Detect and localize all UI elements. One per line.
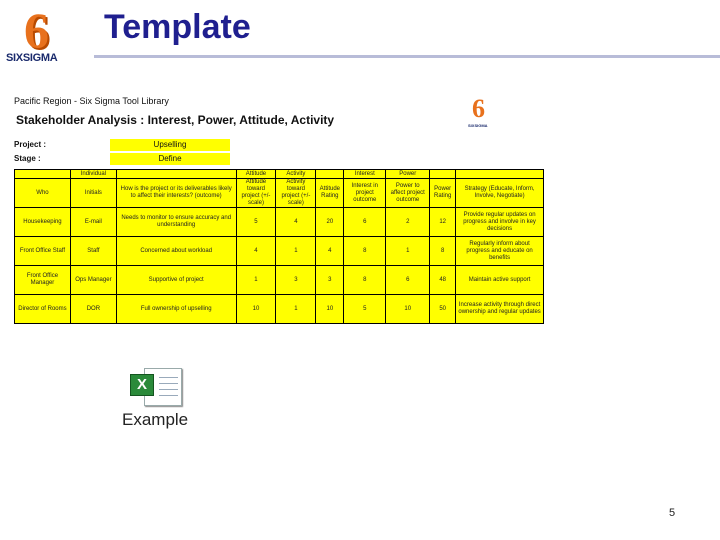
column-header: Power to affect project outcome	[386, 179, 430, 208]
excel-attachment-icon[interactable]	[128, 366, 184, 406]
table-cell: 8	[430, 237, 456, 266]
table-row	[15, 295, 544, 324]
table-cell: 10	[386, 295, 430, 324]
group-header-interest: Interest	[344, 170, 386, 179]
table-cell: 20	[316, 208, 344, 237]
group-header-activity: Activity	[276, 170, 316, 179]
table-row	[15, 266, 544, 295]
library-title: Pacific Region - Six Sigma Tool Library	[14, 96, 169, 106]
column-header: Who	[15, 179, 71, 208]
table-cell: Supportive of project	[116, 266, 236, 295]
table-cell: 3	[276, 266, 316, 295]
table-cell: Director of Rooms	[15, 295, 71, 324]
analysis-title: Stakeholder Analysis : Interest, Power, Attitude, Activity	[16, 113, 335, 127]
table-cell: 4	[316, 237, 344, 266]
stage-value: Define	[110, 153, 230, 165]
column-header: How is the project or its deliverables likely to affect their interests? (outcome)	[116, 179, 236, 208]
column-header: Initials	[70, 179, 116, 208]
sheet-logo-text: SIXSIGMA	[468, 123, 488, 128]
table-cell: 10	[236, 295, 276, 324]
group-header-attitude: Attitude	[236, 170, 276, 179]
column-header: Power Rating	[430, 179, 456, 208]
page-number: 5	[669, 507, 676, 519]
spreadsheet-embed	[14, 92, 706, 342]
stakeholder-table	[14, 169, 544, 324]
project-label: Project :	[14, 140, 47, 149]
example-label[interactable]: Example	[122, 410, 189, 429]
project-value: Upselling	[110, 139, 230, 151]
table-cell: 2	[386, 208, 430, 237]
table-cell: Staff	[70, 237, 116, 266]
table-cell: 8	[344, 266, 386, 295]
group-header-row	[15, 170, 544, 179]
stage-label: Stage :	[14, 154, 41, 163]
table-cell: 10	[316, 295, 344, 324]
table-cell: 1	[386, 237, 430, 266]
table-cell: 1	[276, 295, 316, 324]
table-cell: 48	[430, 266, 456, 295]
table-cell: Needs to monitor to ensure accuracy and understanding	[116, 208, 236, 237]
table-cell: E-mail	[70, 208, 116, 237]
table-cell: 4	[276, 208, 316, 237]
six-sigma-logo	[6, 2, 86, 66]
table-cell: 6	[386, 266, 430, 295]
table-cell: Increase activity through direct ownership and regular updates	[456, 295, 544, 324]
table-cell: Front Office Staff	[15, 237, 71, 266]
column-header: Activity toward project (+/- scale)	[276, 179, 316, 208]
table-cell: Full ownership of upselling	[116, 295, 236, 324]
title-divider	[94, 55, 720, 58]
group-header-individual: Individual	[70, 170, 116, 179]
table-cell: 5	[236, 208, 276, 237]
table-row	[15, 237, 544, 266]
table-cell: Front Office Manager	[15, 266, 71, 295]
table-cell: 6	[344, 208, 386, 237]
group-header-power: Power	[386, 170, 430, 179]
column-header: Attitude toward project (+/- scale)	[236, 179, 276, 208]
excel-badge-icon: X	[130, 374, 154, 396]
sheet-logo-icon	[468, 95, 498, 131]
slide-title: Template	[104, 8, 251, 46]
table-cell: 1	[236, 266, 276, 295]
table-cell: 1	[276, 237, 316, 266]
table-cell: 3	[316, 266, 344, 295]
six-numeral-icon: 6	[24, 2, 49, 58]
table-cell: Maintain active support	[456, 266, 544, 295]
logo-text: SIXSIGMA	[6, 52, 58, 64]
column-header: Attitude Rating	[316, 179, 344, 208]
table-cell: Concerned about workload	[116, 237, 236, 266]
table-cell: DOR	[70, 295, 116, 324]
column-header-row	[15, 179, 544, 208]
table-cell: Housekeeping	[15, 208, 71, 237]
sheet-logo-numeral: 6	[472, 94, 485, 123]
table-row	[15, 208, 544, 237]
table-cell: Provide regular updates on progress and involve in key decisions	[456, 208, 544, 237]
table-cell: Regularly inform about progress and educate on benefits	[456, 237, 544, 266]
column-header: Strategy (Educate, Inform, Involve, Negotiate)	[456, 179, 544, 208]
table-cell: 4	[236, 237, 276, 266]
table-cell: 50	[430, 295, 456, 324]
table-cell: 12	[430, 208, 456, 237]
table-cell: 8	[344, 237, 386, 266]
table-cell: 5	[344, 295, 386, 324]
column-header: Interest in project outcome	[344, 179, 386, 208]
table-cell: Ops Manager	[70, 266, 116, 295]
